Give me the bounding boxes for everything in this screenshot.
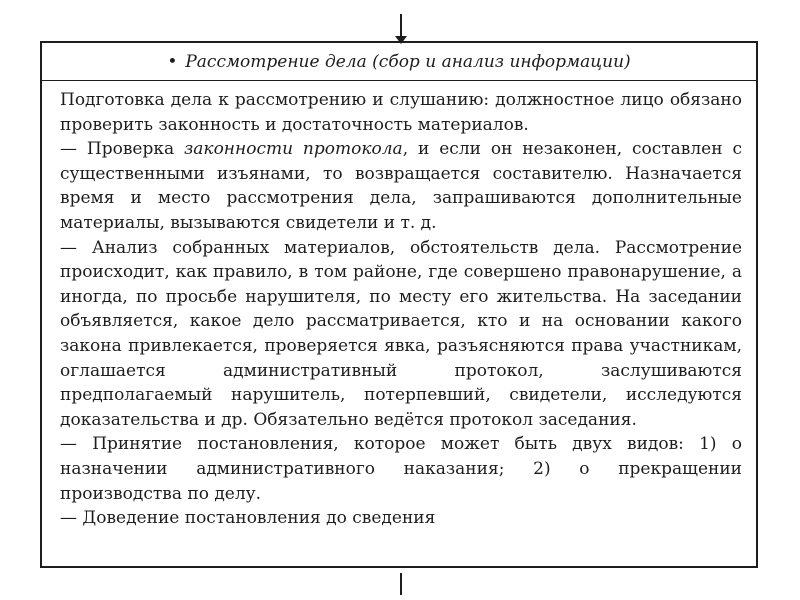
- box-content: [42, 81, 756, 531]
- paragraph-preparation: Подготовка дела к рассмотрению и слушанию: должностное лицо обязано проверить законность и достаточность материалов.: [60, 90, 742, 135]
- box-header: [42, 43, 756, 81]
- process-box: [40, 41, 758, 568]
- box-title: Рассмотрение дела (сбор и анализ информации): [185, 51, 631, 72]
- paragraph-analysis: — Анализ собранных материалов, обстоятельств дела. Рассмотрение происходит, как правило, в том районе, где совершено правонарушение, а иногда, по просьбе нарушителя, по месту его жительства. На заседании объявляется, какое дело рассматривается, кто и на основании какого закона привлекается, проверяется явка, разъясняются права участникам, оглашается административный протокол, заслушиваются предполагаемый нарушитель, потерпевший, свидетели, исследуются доказательства и др. Обязательно ведётся протокол заседания.: [60, 237, 742, 430]
- bullet-marker: •: [167, 51, 178, 72]
- protocol-check-suffix: , и если он незаконен, составлен с существенными изъянами, то возвращается составителю. Назначается время и место рассмотрения дела, запрашиваются дополнительные материалы, вызываются свидетели и т. д.: [60, 139, 742, 233]
- paragraph-decision: — Принятие постановления, которое может быть двух видов: 1) о назначении административного наказания; 2) о прекращении производства по делу.: [60, 434, 742, 504]
- paragraph-protocol-check: [60, 137, 742, 235]
- protocol-check-emphasis: законности протокола: [184, 139, 403, 160]
- outgoing-arrow-line: [400, 573, 402, 595]
- paragraph-notification: — Доведение постановления до сведения: [60, 508, 436, 529]
- protocol-check-prefix: — Проверка: [60, 139, 185, 160]
